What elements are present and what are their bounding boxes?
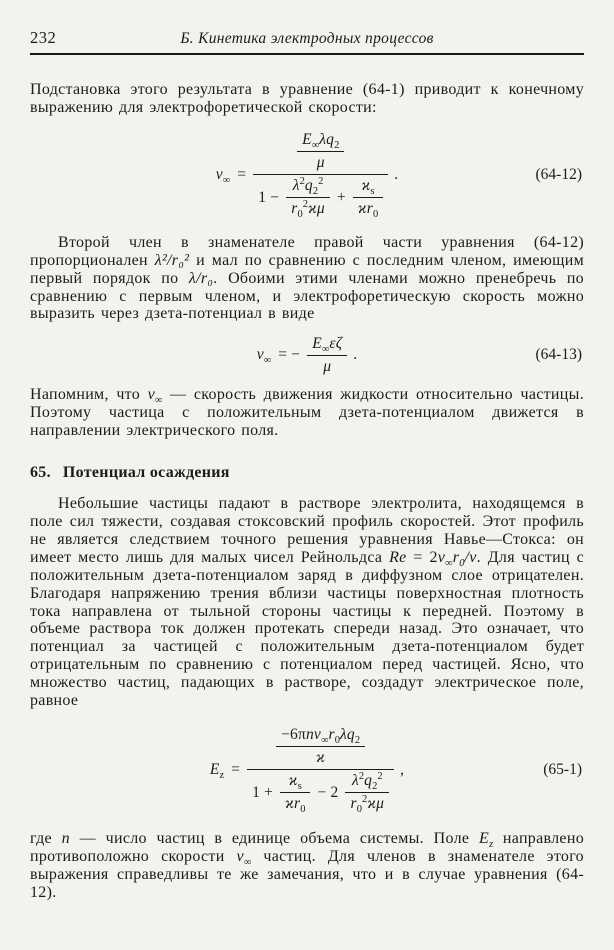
text-segment: частиц. Для членов в знаменателе этого выражения справедливы те же замечания, что и в случае уравнения (64-12). — [30, 847, 584, 901]
inline-math: λ²/r₀² — [154, 251, 190, 269]
fraction-inner: $\frac{-6\pi nv_\infty r_0\lambda q_2}{ϰ}$ — [276, 726, 365, 767]
inline-math: $v_\infty r_0/\nu$ — [437, 548, 477, 569]
page-number: 232 — [30, 28, 57, 47]
paragraph-where-n — [30, 830, 584, 902]
text-segment: Небольшие частицы падают в растворе электролита, находящемся в поле сил тяжести, создавая стоксовский профиль скоростей. Этот профиль не является следствием точного решения уравнения Навье—Стокса: он имеет место лишь для малых чисел Рейнольдса — [30, 495, 584, 566]
fraction-inner: $\frac{E_\infty\lambda q_2}{\mu}$ — [297, 131, 344, 172]
section-title: Потенциал осаждения — [62, 464, 230, 482]
math-token: 1 + — [252, 783, 274, 801]
equation-math — [209, 726, 405, 816]
math-token: 1 − — [258, 188, 280, 206]
section-heading-65 — [30, 464, 584, 482]
equals-sign: = — [231, 760, 241, 778]
text-segment: Второй член в знаменателе правой части уравнения (64-12) пропорционален — [30, 233, 584, 269]
equation-number: (65-1) — [543, 760, 582, 778]
page-header — [30, 0, 584, 55]
equation-64-13 — [30, 332, 584, 378]
text-segment: и мал по сравнению с последним членом, имеющим первый порядок по — [30, 251, 584, 287]
math-token: . — [394, 165, 399, 183]
paragraph-sedimentation — [30, 495, 584, 710]
inline-math: $E_z$ — [479, 829, 494, 851]
math-token: $v_\infty$ — [215, 165, 231, 186]
inline-math: λ/r₀ — [188, 269, 214, 287]
equals-sign: = — [237, 165, 247, 183]
text-segment: = 2 — [406, 548, 438, 566]
minus-sign: − 2 — [317, 783, 339, 801]
paragraph-intro — [30, 81, 584, 117]
section-number: 65. — [30, 464, 51, 482]
equation-64-12 — [30, 129, 584, 221]
equation-65-1 — [30, 722, 584, 818]
math-token: , — [400, 760, 405, 778]
text-segment: Подстановка этого результата в уравнение (64-1) приводит к конечному выражению для электрофоретической скорости: — [30, 81, 584, 116]
equation-number: (64-13) — [535, 346, 582, 364]
plus-sign: + — [336, 188, 346, 206]
fraction: $\frac{E_\infty\varepsilon\zeta}{\mu}$ — [307, 335, 347, 376]
equation-math — [215, 131, 399, 221]
text-segment: Напомним, что — [30, 386, 148, 404]
math-token: $E_z$ — [209, 760, 225, 782]
fraction-outer — [253, 131, 388, 221]
inline-math: $v_\infty$ — [147, 386, 163, 407]
text-segment: направлено противоположно скорости — [30, 829, 584, 865]
fraction-term-a: $\frac{ϰ_s}{ϰr_0}$ — [280, 772, 310, 813]
math-token: . — [353, 346, 358, 364]
text-segment: — скорость движения жидкости относительно частицы. Поэтому частица с положительным дзета-потенциалом движется в направлении электрического поля. — [30, 386, 584, 440]
text-segment: . Для частиц с положительным дзета-потенциалом заряд в диффузном слое отрицателен. Благодаря напряжению трения вблизи частицы поверхностная плотность тока направлена от тыльной стороны частицы к передней. Поэтому в объеме раствора ток должен протекать спереди назад. Это означает, что потенциал за частицей с положительным дзета-потенциалом будет отрицательным по сравнению с потенциалом перед частицей. Ясно, что множество частиц, падающих в растворе, создадут электрическое поле, равное — [30, 548, 584, 710]
paragraph-reminder — [30, 386, 584, 440]
fraction-term-a: $\frac{\lambda^2q_2^2}{r_0^2ϰ\mu}$ — [286, 177, 330, 218]
text-segment: — число частиц в единице объема системы. Поле — [69, 829, 480, 847]
fraction-term-b: $\frac{\lambda^2q_2^2}{r_0^2ϰ\mu}$ — [345, 772, 389, 813]
text-segment: . Обоими этими членами можно пренебречь по сравнению с первым членом, и электрофоретическую скорость можно выразить через дзета-потенциал в виде — [30, 269, 584, 323]
paragraph-second-term — [30, 234, 584, 324]
inline-math: $v_\infty$ — [236, 847, 252, 869]
inline-math: n — [61, 829, 70, 847]
inline-math: Re — [389, 548, 407, 566]
text-segment: где — [30, 829, 62, 847]
fraction-term-b: $\frac{ϰ_s}{ϰr_0}$ — [353, 177, 383, 218]
math-token: $v_\infty$ — [256, 346, 272, 367]
fraction-outer — [247, 726, 394, 816]
equation-math — [257, 335, 358, 376]
equals-sign: = − — [278, 346, 301, 364]
equation-number: (64-12) — [535, 165, 582, 183]
running-title: Б. Кинетика электродных процессов — [180, 30, 434, 47]
